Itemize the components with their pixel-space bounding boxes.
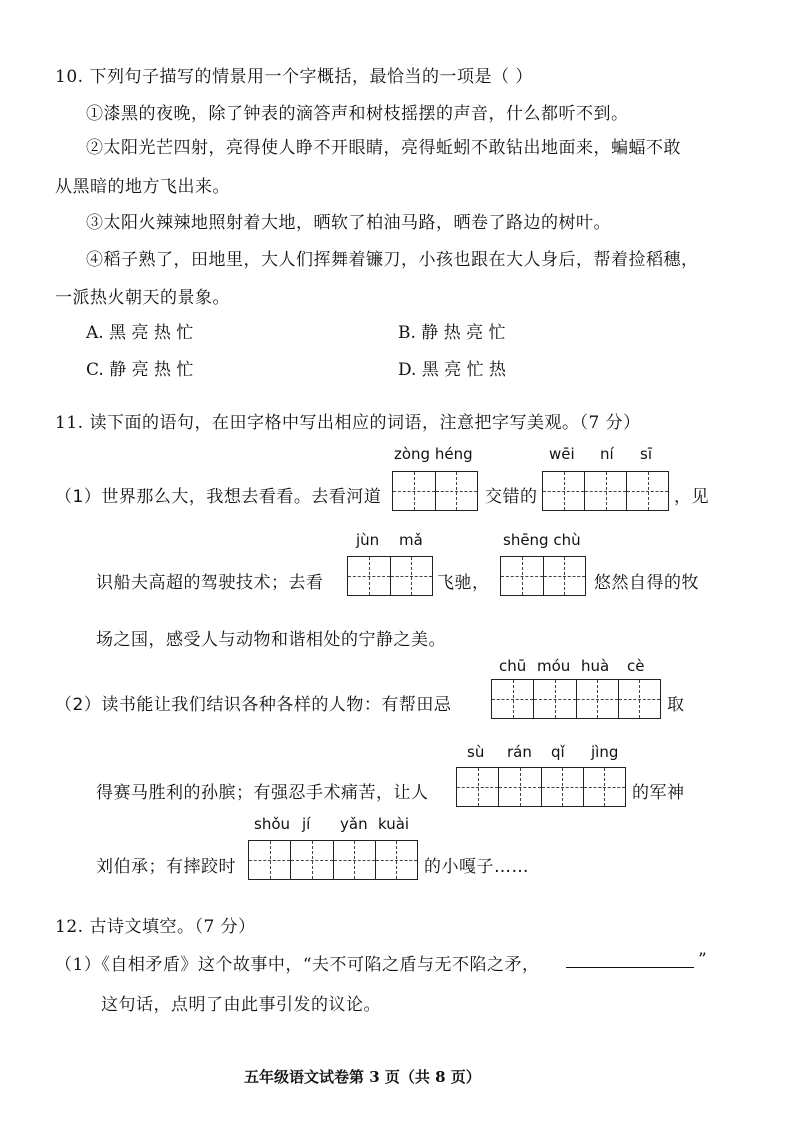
pinyin-yan: yǎn: [340, 815, 368, 833]
pinyin-su: sù: [467, 743, 485, 761]
q11-p2-text-a: （2）读书能让我们结识各种各样的人物：有帮田忌: [55, 695, 452, 715]
q12-p1-text-c: 这句话，点明了由此事引发的议论。: [101, 995, 381, 1015]
grid-cell[interactable]: [375, 841, 417, 879]
grid-junma[interactable]: [347, 556, 433, 596]
grid-cell[interactable]: [618, 680, 660, 718]
grid-cell[interactable]: [249, 841, 290, 879]
grid-shoujiyankuai[interactable]: [248, 840, 418, 880]
pinyin-hua: huà: [581, 657, 610, 675]
q11-stem: 11. 读下面的语句，在田字格中写出相应的词语，注意把字写美观。（7 分）: [55, 413, 641, 433]
q11-p1-text-b: 交错的: [485, 487, 538, 507]
grid-cell[interactable]: [498, 768, 540, 806]
grid-zongheng[interactable]: [392, 471, 478, 511]
pinyin-qi: qǐ: [551, 743, 565, 761]
q11-p1-text-c: ，见: [674, 487, 709, 507]
grid-cell[interactable]: [543, 472, 584, 510]
grid-chumouhuace[interactable]: [491, 679, 661, 719]
q11-p1-text-g: 场之国，感受人与动物和谐相处的宁静之美。: [96, 630, 446, 650]
pinyin-shou: shǒu: [254, 815, 291, 833]
q11-p2-text-e: 刘伯承；有摔跤时: [96, 857, 236, 877]
q10-sentence-4b: 一派热火朝天的景象。: [55, 288, 230, 308]
q10-sentence-3: ③太阳火辣辣地照射着大地，晒软了柏油马路，晒卷了路边的树叶。: [86, 213, 611, 233]
grid-cell[interactable]: [457, 768, 498, 806]
q10-sentence-4a: ④稻子熟了，田地里，大人们挥舞着镰刀，小孩也跟在大人身后，帮着捡稻穗，: [86, 250, 699, 270]
grid-cell[interactable]: [584, 472, 626, 510]
pinyin-ji: jí: [302, 815, 311, 833]
q12-stem: 12. 古诗文填空。（7 分）: [55, 917, 256, 937]
q10-option-d[interactable]: D. 黑 亮 忙 热: [398, 360, 507, 380]
grid-cell[interactable]: [390, 557, 433, 595]
q11-p1-text-d: 识船夫高超的驾驶技术；去看: [96, 573, 324, 593]
q10-sentence-1: ①漆黑的夜晚，除了钟表的滴答声和树枝摇摆的声音，什么都听不到。: [86, 104, 629, 124]
q11-p1-text-e: 飞驰，: [437, 573, 490, 593]
grid-cell[interactable]: [435, 472, 478, 510]
q12-p1-text-a: （1）《自相矛盾》这个故事中，“夫不可陷之盾与无不陷之矛，: [55, 955, 540, 975]
pinyin-si: sī: [640, 445, 652, 463]
grid-cell[interactable]: [492, 680, 533, 718]
grid-cell[interactable]: [576, 680, 618, 718]
pinyin-kuai: kuài: [378, 815, 410, 833]
q12-p1-text-b: ”: [698, 950, 708, 970]
pinyin-ce: cè: [627, 657, 645, 675]
grid-cell[interactable]: [541, 768, 583, 806]
q11-p2-text-b: 取: [667, 695, 685, 715]
q11-p1-text-f: 悠然自得的牧: [594, 573, 699, 593]
pinyin-chu: chū: [499, 657, 527, 675]
q11-p2-text-f: 的小嘎子……: [424, 857, 529, 877]
pinyin-jing: jìng: [591, 743, 619, 761]
q12-answer-blank[interactable]: [566, 949, 694, 968]
grid-cell[interactable]: [290, 841, 332, 879]
q10-option-c[interactable]: C. 静 亮 热 忙: [86, 360, 194, 380]
q11-p1-text-a: （1）世界那么大，我想去看看。去看河道: [55, 487, 382, 507]
pinyin-shengchu: shēng chù: [503, 531, 581, 549]
q10-option-a[interactable]: A. 黑 亮 热 忙: [86, 323, 194, 343]
q11-p2-text-c: 得赛马胜利的孙膑；有强忍手术痛苦，让人: [96, 783, 429, 803]
pinyin-jun: jùn: [356, 531, 380, 549]
pinyin-ma: mǎ: [399, 531, 423, 549]
grid-cell[interactable]: [533, 680, 575, 718]
pinyin-zongheng: zòng héng: [394, 445, 473, 463]
pinyin-mou: móu: [537, 657, 571, 675]
pinyin-wei: wēi: [549, 445, 575, 463]
grid-weinisi[interactable]: [542, 471, 669, 511]
q10-stem: 10. 下列句子描写的情景用一个字概括，最恰当的一项是（ ）: [55, 67, 533, 87]
grid-cell[interactable]: [501, 557, 543, 595]
q10-sentence-2b: 从黑暗的地方飞出来。: [55, 177, 230, 197]
grid-cell[interactable]: [333, 841, 375, 879]
pinyin-ran: rán: [507, 743, 532, 761]
page-footer: 五年级语文试卷第 3 页（共 8 页）: [244, 1068, 481, 1086]
q10-option-b[interactable]: B. 静 热 亮 忙: [398, 323, 506, 343]
grid-cell[interactable]: [393, 472, 435, 510]
grid-cell[interactable]: [583, 768, 625, 806]
q11-p2-text-d: 的军神: [632, 783, 685, 803]
grid-cell[interactable]: [543, 557, 586, 595]
grid-cell[interactable]: [348, 557, 390, 595]
q10-sentence-2a: ②太阳光芒四射，亮得使人睁不开眼睛，亮得蚯蚓不敢钻出地面来，蝙蝠不敢: [86, 138, 681, 158]
grid-shengchu[interactable]: [500, 556, 586, 596]
grid-suranqijing[interactable]: [456, 767, 626, 807]
grid-cell[interactable]: [626, 472, 668, 510]
pinyin-ni: ní: [600, 445, 614, 463]
